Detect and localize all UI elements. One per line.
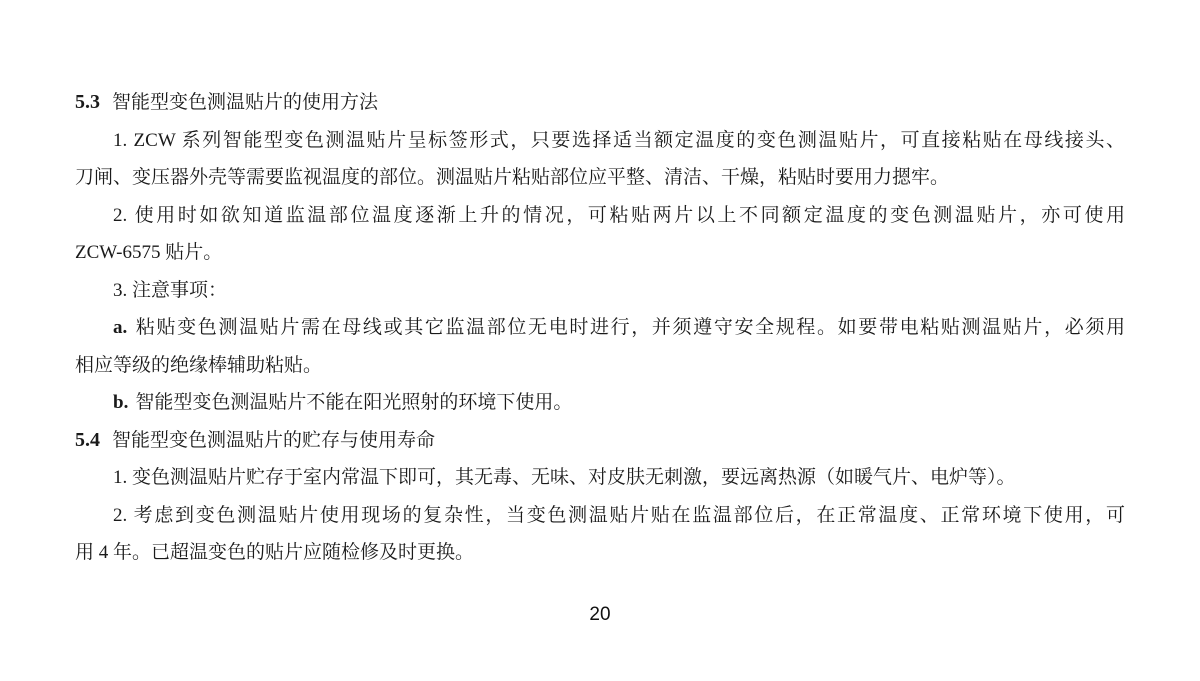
section-heading bbox=[75, 422, 1125, 460]
line-prefix: b. bbox=[113, 392, 129, 413]
text-line bbox=[75, 234, 1125, 272]
line-prefix: 5.4 bbox=[75, 428, 100, 451]
line-text: 智能型变色测温贴片的使用方法 bbox=[112, 92, 379, 113]
line-text: 用 4 年。已超温变色的贴片应随检修及时更换。 bbox=[75, 542, 475, 563]
line-text: 1. ZCW 系列智能型变色测温贴片呈标签形式，只要选择适当额定温度的变色测温贴片，可直接粘贴在母线接头、 bbox=[113, 129, 1125, 151]
line-text: 2. 考虑到变色测温贴片使用现场的复杂性，当变色测温贴片贴在监温部位后，在正常温度、正常环境下使用，可 bbox=[113, 504, 1125, 526]
text-line bbox=[75, 272, 1125, 310]
text-line bbox=[75, 159, 1125, 197]
text-line bbox=[75, 534, 1125, 572]
text-line bbox=[75, 497, 1125, 535]
line-text: 粘贴变色测温贴片需在母线或其它监温部位无电时进行，并须遵守安全规程。如要带电粘贴测温贴片，必须用 bbox=[134, 317, 1125, 338]
text-line bbox=[75, 347, 1125, 385]
line-prefix: 5.3 bbox=[75, 91, 100, 113]
line-text: 3. 注意事项： bbox=[113, 279, 228, 301]
document-body bbox=[75, 84, 1125, 572]
text-line bbox=[75, 459, 1125, 497]
line-text: 刀闸、变压器外壳等需要监视温度的部位。测温贴片粘贴部位应平整、清洁、干燥，粘贴时要用力摁牢。 bbox=[75, 167, 950, 188]
line-text: 智能型变色测温贴片不能在阳光照射的环境下使用。 bbox=[135, 392, 573, 413]
line-text: 2. 使用时如欲知道监温部位温度逐渐上升的情况，可粘贴两片以上不同额定温度的变色测温贴片，亦可使用 bbox=[113, 204, 1125, 226]
line-text: ZCW-6575 贴片。 bbox=[75, 242, 223, 263]
line-text: 智能型变色测温贴片的贮存与使用寿命 bbox=[112, 429, 436, 451]
line-text: 相应等级的绝缘棒辅助粘贴。 bbox=[75, 354, 323, 376]
text-line bbox=[75, 384, 1125, 422]
text-line bbox=[75, 197, 1125, 235]
page-number: 20 bbox=[589, 604, 611, 625]
section-heading bbox=[75, 84, 1125, 122]
line-text: 1. 变色测温贴片贮存于室内常温下即可，其无毒、无味、对皮肤无刺激，要远离热源（如暖气片、电炉等）。 bbox=[113, 467, 1016, 488]
text-line bbox=[75, 309, 1125, 347]
line-prefix: a. bbox=[113, 317, 128, 338]
text-line bbox=[75, 122, 1125, 160]
